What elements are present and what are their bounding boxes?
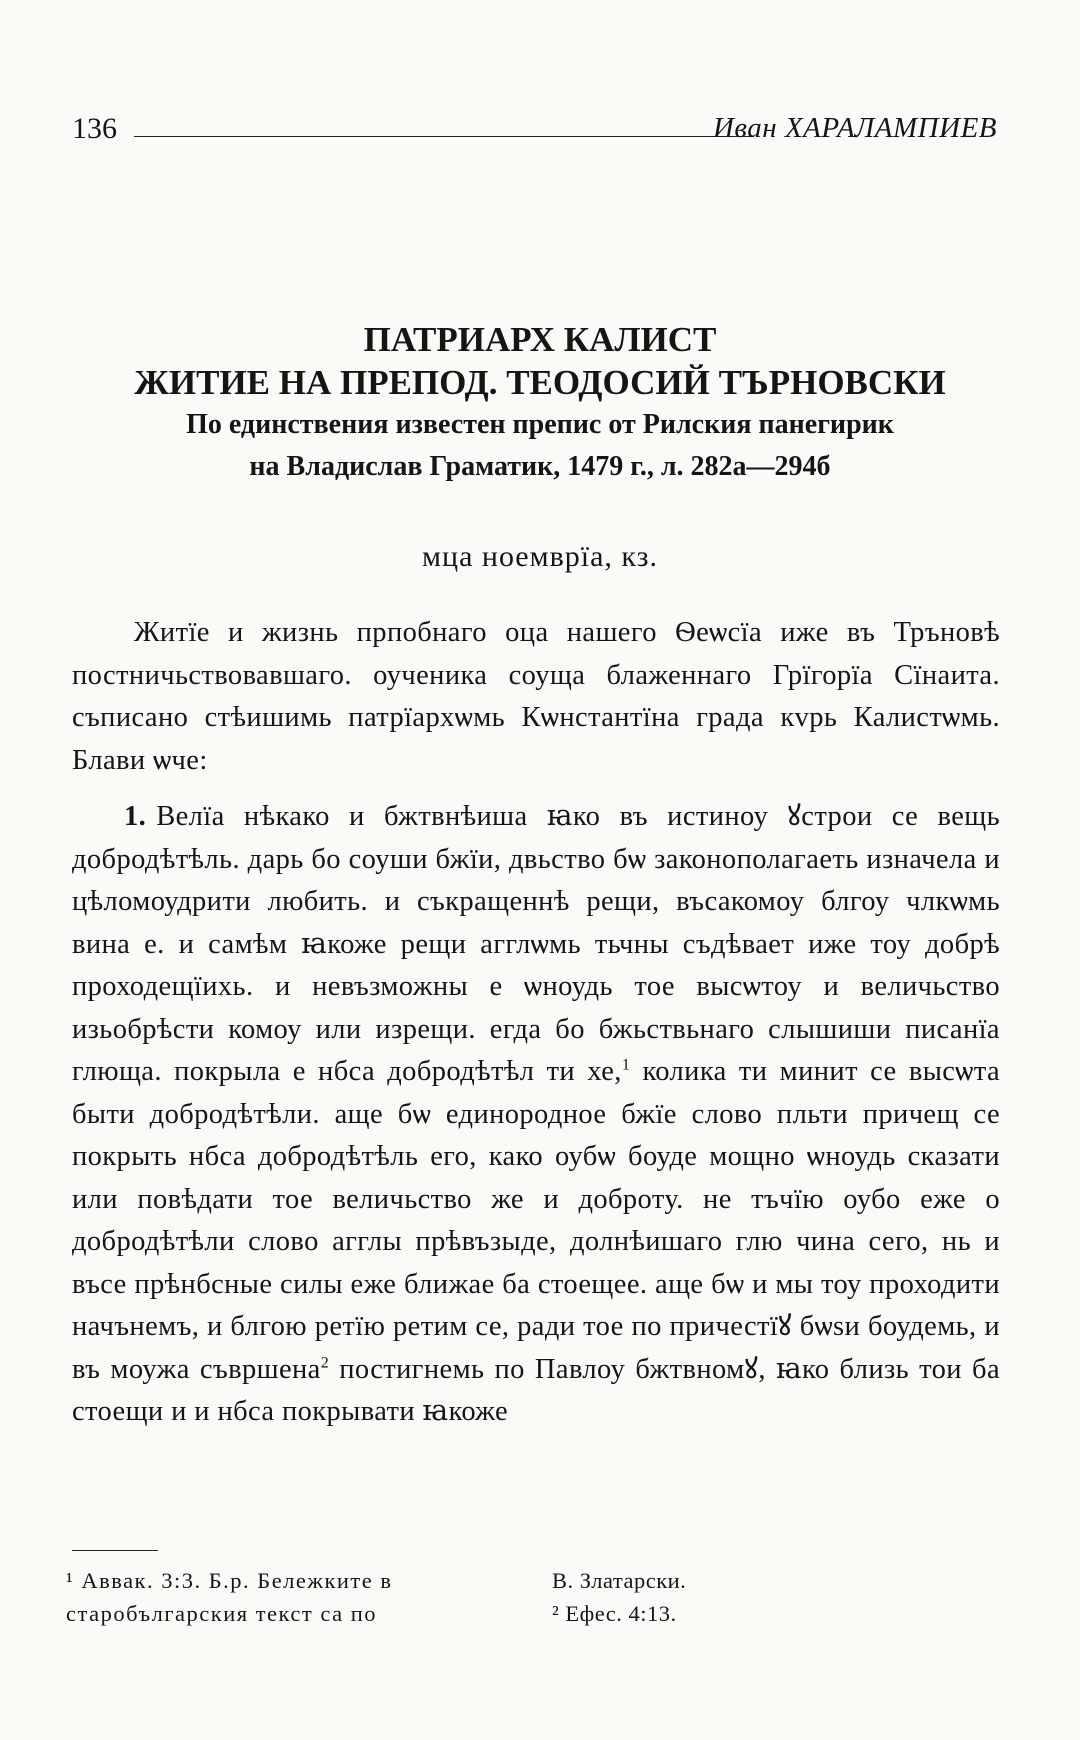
paragraph-number: 1. [124, 801, 147, 832]
footnote-line: ² Ефес. 4:13. [552, 1601, 677, 1626]
footnote-ref-2: 2 [320, 1354, 330, 1371]
subtitle-line-2: на Владислав Граматик, 1479 г., л. 282а—294б [249, 451, 831, 482]
running-head-author: Иван ХАРАЛАМПИЕВ [712, 112, 997, 144]
paragraph-1-part-2: колика ти минит се высѡта быти добродѣтѣли. аще бѡ единородное бжїе слово пльти причещ се покрыть нбса добродѣтѣль его, како оубѡ боуде мощно ѡноудь сказати или повѣдати тое величьство же и доброту. не тъчїю оубо еже о добродѣтѣли слово агглы прѣвъзыде, долнѣишаго глю чина сего, нь и въсе прѣнбсные силы еже ближае ба стоещее. аще бѡ и мы тоу проходити начънемъ, и блгою ретїю ретим се, ради тое по причестїꙋ бѡѕи боудемь, и въ моужа съвршена [72, 1056, 1000, 1385]
header-rule [134, 136, 754, 137]
paragraph-1-part-3: постигнемь по Павлоу бжтвномꙋ, ꙗко близь тои ба стоещи и и нбса покрывати ꙗкоже [72, 1353, 1000, 1427]
date-line: мца ноемврїа, кз. [422, 540, 658, 573]
paragraph-1-part-1: Велїа нѣкако и бжтвнѣиша ꙗко въ истиноу ꙋстрои се вещь добродѣтѣль. дарь бо соуши бжїи, двьство бѡ законополагаеть изначела и цѣломоудрити любить. и съкращеннѣ рещи, въсакомоу блгоу члкѡмь вина е. и самѣм ꙗкоже рещи агглѡмь тьчны съдѣвает иже тоу добрѣ проходещїихь. и невъзможны е ѡноудь тое высѡтоу и величьство изьобрѣсти комоу или изрещи. егда бо бжьствьнаго слышиши писанїа глюща. покрыла е нбса добродѣтѣл ти хе, [72, 801, 1000, 1087]
title-block [60, 318, 1020, 488]
paragraph-1 [72, 796, 1000, 1434]
footnote-ref-1: 1 [621, 1056, 631, 1074]
page-number: 136 [72, 112, 117, 145]
footnote-line: старобългарския текст са по [66, 1601, 378, 1626]
footnote-rule [72, 1550, 158, 1551]
title-line-1: ПАТРИАРХ КАЛИСТ [363, 320, 717, 359]
footnote-column-right [552, 1564, 972, 1630]
footnote-column-left [66, 1564, 541, 1630]
footnote-line: В. Златарски. [552, 1568, 687, 1593]
footnote-line: ¹ Аввак. 3:3. Б.р. Бележките в [66, 1568, 393, 1593]
body-text [72, 612, 1000, 1434]
running-head [72, 112, 997, 152]
title-line-2: ЖИТИЕ НА ПРЕПОД. ТЕОДОСИЙ ТЪРНОВСКИ [134, 363, 946, 402]
intro-paragraph: Житїе и жизнь прпобнаго оца нашего Ѳеѡсїа иже въ Тръновѣ постничьствовавшаго. оученика соуща блаженнаго Грїгорїа Сїнаита. съписано стѣишимь патрїархѡмь Кѡнстантїна града кvрь Калистѡмь. Блави ѡче: [72, 617, 1000, 776]
subtitle-line-1: По единствения известен препис от Рилския панегирик [186, 409, 894, 440]
